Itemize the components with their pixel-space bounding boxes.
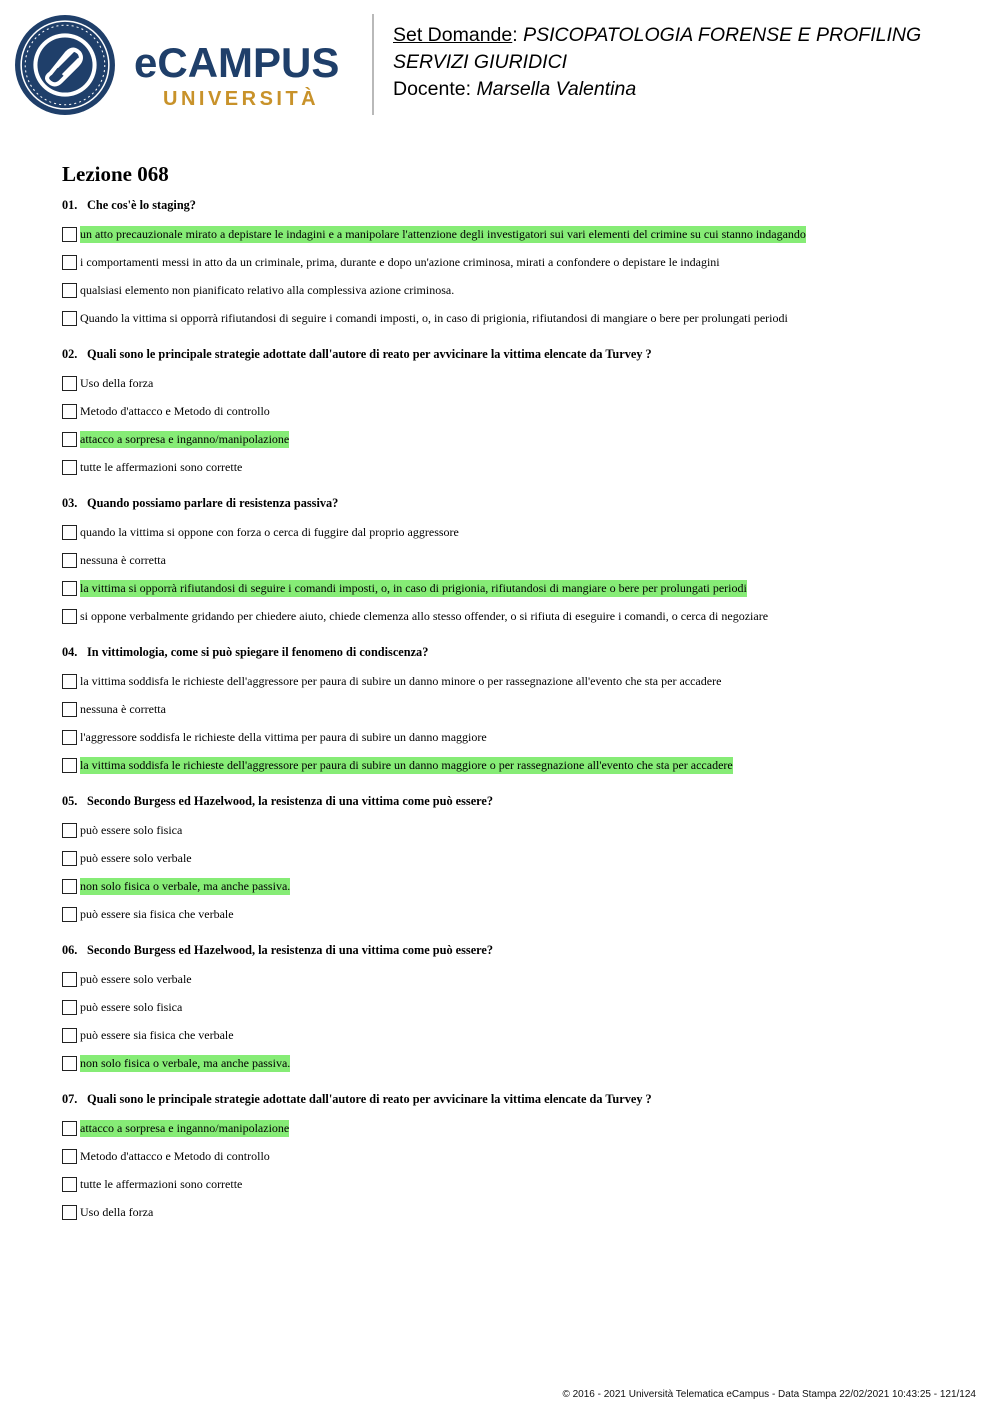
question-text <box>62 1090 962 1108</box>
answer-option[interactable] <box>62 723 962 751</box>
answer-checkbox[interactable] <box>62 376 77 391</box>
logo-subtitle: UNIVERSITÀ <box>163 88 320 110</box>
answer-text-correct: la vittima soddisfa le richieste dell'aggressore per paura di subire un danno maggiore o per rassegnazione all'evento che sta per accadere <box>80 757 733 772</box>
answer-text: Quando la vittima si opporrà rifiutandosi di seguire i comandi imposti, o, in caso di prigionia, rifiutandosi di mangiare o bere per prolungati periodi <box>80 310 788 325</box>
question-number: 05. <box>62 794 78 808</box>
question-block <box>62 196 962 332</box>
question-number: 04. <box>62 645 78 659</box>
question-block <box>62 643 962 779</box>
answer-checkbox[interactable] <box>62 525 77 540</box>
answer-checkbox[interactable] <box>62 851 77 866</box>
answer-option[interactable] <box>62 1049 962 1077</box>
answer-text: può essere solo fisica <box>80 999 183 1014</box>
set-title-block: Set Domande: PSICOPATOLOGIA FORENSE E PROFILING SERVIZI GIURIDICI Docente: Marsella Valentina <box>393 24 922 100</box>
logo-wordmark: eCAMPUS <box>134 39 340 86</box>
answer-option[interactable] <box>62 667 962 695</box>
answer-option[interactable] <box>62 220 962 248</box>
ecampus-emblem-icon <box>14 14 116 116</box>
answer-checkbox[interactable] <box>62 907 77 922</box>
answer-option[interactable] <box>62 816 962 844</box>
answer-text-correct: non solo fisica o verbale, ma anche passiva. <box>80 878 291 893</box>
answer-text-correct: attacco a sorpresa e inganno/manipolazione <box>80 431 290 446</box>
question-text <box>62 643 962 661</box>
answer-text: nessuna è corretta <box>80 701 166 716</box>
page-footer: © 2016 - 2021 Università Telematica eCampus - Data Stampa 22/02/2021 10:43:25 - 121/124 <box>562 1389 976 1400</box>
question-block <box>62 1090 962 1226</box>
answer-option[interactable] <box>62 304 962 332</box>
question-number: 03. <box>62 496 78 510</box>
answer-text: Uso della forza <box>80 1204 154 1219</box>
answer-text-correct: un atto precauzionale mirato a depistare le indagini e a manipolare l'attenzione degli investigatori sui vari elementi del crimine su cui stanno indagando <box>80 226 806 241</box>
answer-text-correct: non solo fisica o verbale, ma anche passiva. <box>80 1055 291 1070</box>
answer-option[interactable] <box>62 276 962 304</box>
answer-checkbox[interactable] <box>62 1205 77 1220</box>
answer-text: Uso della forza <box>80 375 154 390</box>
answer-option[interactable] <box>62 518 962 546</box>
question-block <box>62 941 962 1077</box>
question-label: Secondo Burgess ed Hazelwood, la resistenza di una vittima come può essere? <box>87 794 494 808</box>
answer-checkbox[interactable] <box>62 432 77 447</box>
answer-text: nessuna è corretta <box>80 552 166 567</box>
answer-checkbox[interactable] <box>62 311 77 326</box>
answer-checkbox[interactable] <box>62 255 77 270</box>
answer-checkbox[interactable] <box>62 1028 77 1043</box>
answer-option[interactable] <box>62 695 962 723</box>
question-label: In vittimologia, come si può spiegare il fenomeno di condiscenza? <box>87 645 429 659</box>
page-header <box>0 0 1000 130</box>
header-divider <box>372 14 374 115</box>
answer-checkbox[interactable] <box>62 1177 77 1192</box>
answer-checkbox[interactable] <box>62 1056 77 1071</box>
question-block <box>62 345 962 481</box>
answer-option[interactable] <box>62 844 962 872</box>
answer-text: qualsiasi elemento non pianificato relativo alla complessiva azione criminosa. <box>80 282 455 297</box>
answer-option[interactable] <box>62 1021 962 1049</box>
answer-text: può essere solo verbale <box>80 850 192 865</box>
question-label: Quali sono le principale strategie adottate dall'autore di reato per avvicinare la vittima elencate da Turvey ? <box>87 1092 652 1106</box>
answer-text: i comportamenti messi in atto da un criminale, prima, durante e dopo un'azione criminosa, mirati a confondere o depistare le indagini <box>80 254 720 269</box>
question-text <box>62 941 962 959</box>
question-label: Che cos'è lo staging? <box>87 198 196 212</box>
lesson-title: Lezione 068 <box>62 162 169 186</box>
answer-text: può essere sia fisica che verbale <box>80 906 234 921</box>
answer-text: tutte le affermazioni sono corrette <box>80 1176 243 1191</box>
answer-option[interactable] <box>62 425 962 453</box>
answer-option[interactable] <box>62 369 962 397</box>
answer-checkbox[interactable] <box>62 581 77 596</box>
answer-option[interactable] <box>62 574 962 602</box>
answer-checkbox[interactable] <box>62 460 77 475</box>
answer-option[interactable] <box>62 751 962 779</box>
answer-text-correct: attacco a sorpresa e inganno/manipolazione <box>80 1120 290 1135</box>
answer-checkbox[interactable] <box>62 1121 77 1136</box>
question-label: Quando possiamo parlare di resistenza passiva? <box>87 496 339 510</box>
answer-checkbox[interactable] <box>62 972 77 987</box>
answer-text: l'aggressore soddisfa le richieste della vittima per paura di subire un danno maggiore <box>80 729 487 744</box>
answer-text: la vittima soddisfa le richieste dell'aggressore per paura di subire un danno minore o per rassegnazione all'evento che sta per accadere <box>80 673 722 688</box>
question-text <box>62 196 962 214</box>
answer-checkbox[interactable] <box>62 283 77 298</box>
answer-option[interactable] <box>62 900 962 928</box>
answer-text: può essere solo verbale <box>80 971 192 986</box>
answer-checkbox[interactable] <box>62 553 77 568</box>
answer-option[interactable] <box>62 965 962 993</box>
answer-checkbox[interactable] <box>62 1000 77 1015</box>
answer-option[interactable] <box>62 872 962 900</box>
answer-option[interactable] <box>62 397 962 425</box>
answer-option[interactable] <box>62 1142 962 1170</box>
question-list <box>62 160 962 1239</box>
question-label: Secondo Burgess ed Hazelwood, la resistenza di una vittima come può essere? <box>87 943 494 957</box>
answer-option[interactable] <box>62 993 962 1021</box>
answer-text: si oppone verbalmente gridando per chiedere aiuto, chiede clemenza allo stesso offender, o si rifiuta di eseguire i comandi, o cerca di negoziare <box>80 608 769 623</box>
question-text <box>62 345 962 363</box>
answer-text: può essere solo fisica <box>80 822 183 837</box>
set-title: PSICOPATOLOGIA FORENSE E PROFILING <box>523 24 922 46</box>
answer-option[interactable] <box>62 602 962 630</box>
answer-checkbox[interactable] <box>62 227 77 242</box>
answer-option[interactable] <box>62 453 962 481</box>
question-block <box>62 792 962 928</box>
answer-checkbox[interactable] <box>62 702 77 717</box>
answer-checkbox[interactable] <box>62 1149 77 1164</box>
answer-text: Metodo d'attacco e Metodo di controllo <box>80 1148 270 1163</box>
question-text <box>62 792 962 810</box>
answer-option[interactable] <box>62 1198 962 1226</box>
answer-text: Metodo d'attacco e Metodo di controllo <box>80 403 270 418</box>
answer-option[interactable] <box>62 546 962 574</box>
docente-label: Docente: <box>393 78 472 100</box>
answer-text: quando la vittima si oppone con forza o cerca di fuggire dal proprio aggressore <box>80 524 459 539</box>
answer-checkbox[interactable] <box>62 879 77 894</box>
answer-text-correct: la vittima si opporrà rifiutandosi di seguire i comandi imposti, o, in caso di prigionia, rifiutandosi di mangiare o bere per prolungati periodi <box>80 580 747 595</box>
answer-checkbox[interactable] <box>62 404 77 419</box>
docente-name: Marsella Valentina <box>476 78 637 100</box>
answer-checkbox[interactable] <box>62 823 77 838</box>
answer-text: può essere sia fisica che verbale <box>80 1027 234 1042</box>
answer-checkbox[interactable] <box>62 674 77 689</box>
answer-checkbox[interactable] <box>62 609 77 624</box>
question-number: 02. <box>62 347 78 361</box>
set-label: Set Domande <box>393 24 513 46</box>
answer-option[interactable] <box>62 1114 962 1142</box>
answer-option[interactable] <box>62 1170 962 1198</box>
question-number: 01. <box>62 198 78 212</box>
answer-checkbox[interactable] <box>62 730 77 745</box>
set-subtitle: SERVIZI GIURIDICI <box>393 51 568 73</box>
question-number: 07. <box>62 1092 78 1106</box>
answer-text: tutte le affermazioni sono corrette <box>80 459 243 474</box>
answer-option[interactable] <box>62 248 962 276</box>
question-label: Quali sono le principale strategie adottate dall'autore di reato per avvicinare la vittima elencate da Turvey ? <box>87 347 652 361</box>
question-number: 06. <box>62 943 78 957</box>
question-text <box>62 494 962 512</box>
question-block <box>62 494 962 630</box>
answer-checkbox[interactable] <box>62 758 77 773</box>
